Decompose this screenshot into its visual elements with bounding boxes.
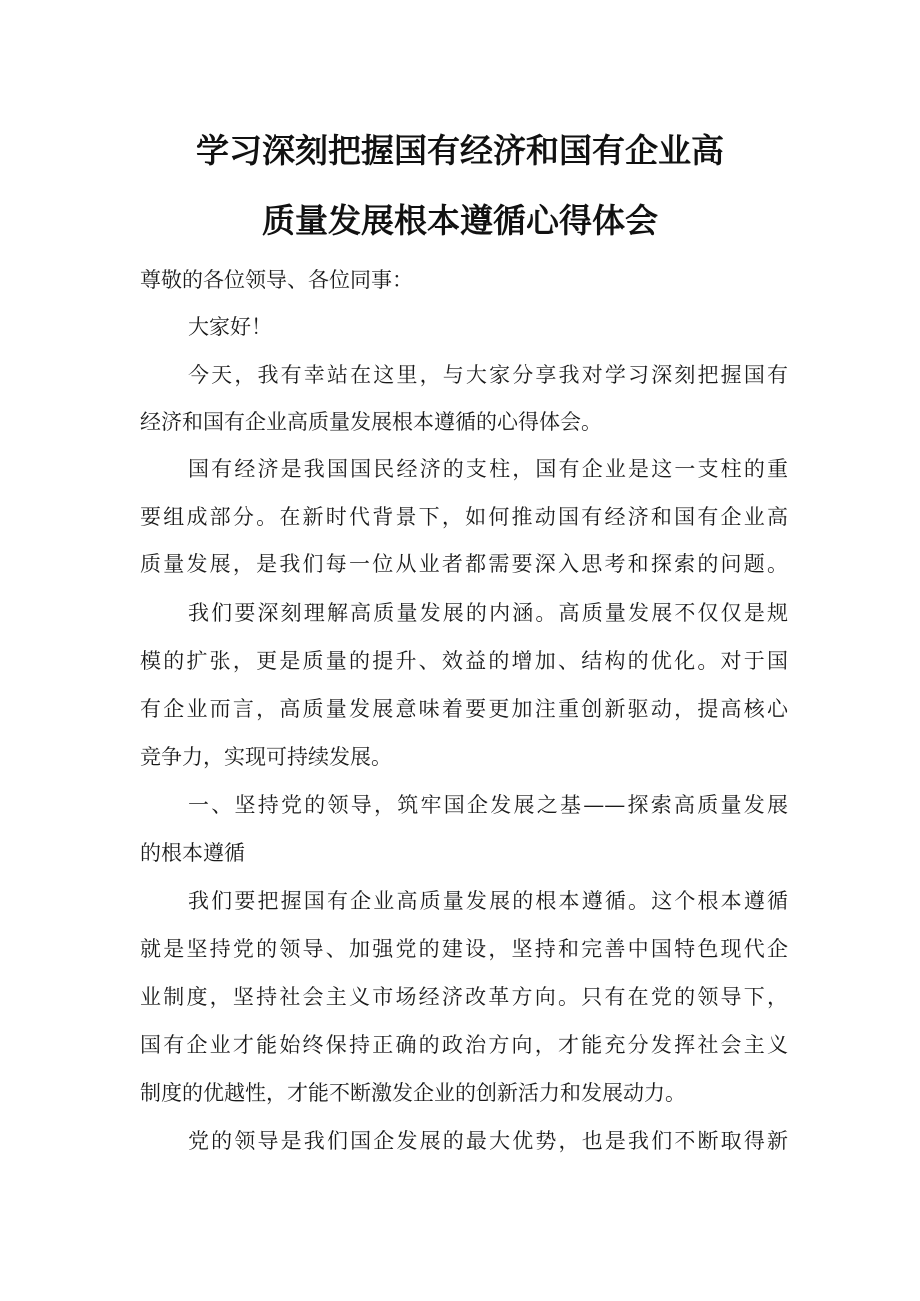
greeting: 大家好！ [188, 315, 272, 339]
paragraph-line: 质量发展，是我们每一位从业者都需要深入思考和探索的问题。 [140, 552, 788, 576]
salutation: 尊敬的各位领导、各位同事： [140, 268, 413, 292]
section-heading-line: 的根本遵循 [140, 841, 245, 865]
document-title-line-1: 学习深刻把握国有经济和国有企业高 [196, 131, 724, 170]
paragraph-line: 有企业而言，高质量发展意味着要更加注重创新驱动，提高核心 [140, 697, 788, 721]
paragraph-line: 国有经济是我国国民经济的支柱，国有企业是这一支柱的重 [188, 457, 788, 481]
paragraph-line: 业制度，坚持社会主义市场经济改革方向。只有在党的领导下， [140, 985, 788, 1009]
paragraph-line: 我们要深刻理解高质量发展的内涵。高质量发展不仅仅是规 [188, 601, 788, 625]
paragraph-line: 我们要把握国有企业高质量发展的根本遵循。这个根本遵循 [188, 889, 788, 913]
paragraph-line: 党的领导是我们国企发展的最大优势，也是我们不断取得新 [188, 1129, 788, 1153]
paragraph-line: 国有企业才能始终保持正确的政治方向，才能充分发挥社会主义 [140, 1033, 788, 1057]
document-title-line-2: 质量发展根本遵循心得体会 [262, 201, 658, 240]
paragraph-line: 今天，我有幸站在这里，与大家分享我对学习深刻把握国有 [188, 363, 788, 387]
paragraph-line: 就是坚持党的领导、加强党的建设，坚持和完善中国特色现代企 [140, 937, 788, 961]
paragraph-line: 要组成部分。在新时代背景下，如何推动国有经济和国有企业高 [140, 505, 788, 529]
paragraph-line: 经济和国有企业高质量发展根本遵循的心得体会。 [140, 410, 602, 434]
paragraph-line: 制度的优越性，才能不断激发企业的创新活力和发展动力。 [140, 1081, 686, 1105]
section-heading-line: 一、坚持党的领导，筑牢国企发展之基——探索高质量发展 [188, 793, 788, 817]
paragraph-line: 竞争力，实现可持续发展。 [140, 745, 392, 769]
paragraph-line: 模的扩张，更是质量的提升、效益的增加、结构的优化。对于国 [140, 649, 788, 673]
